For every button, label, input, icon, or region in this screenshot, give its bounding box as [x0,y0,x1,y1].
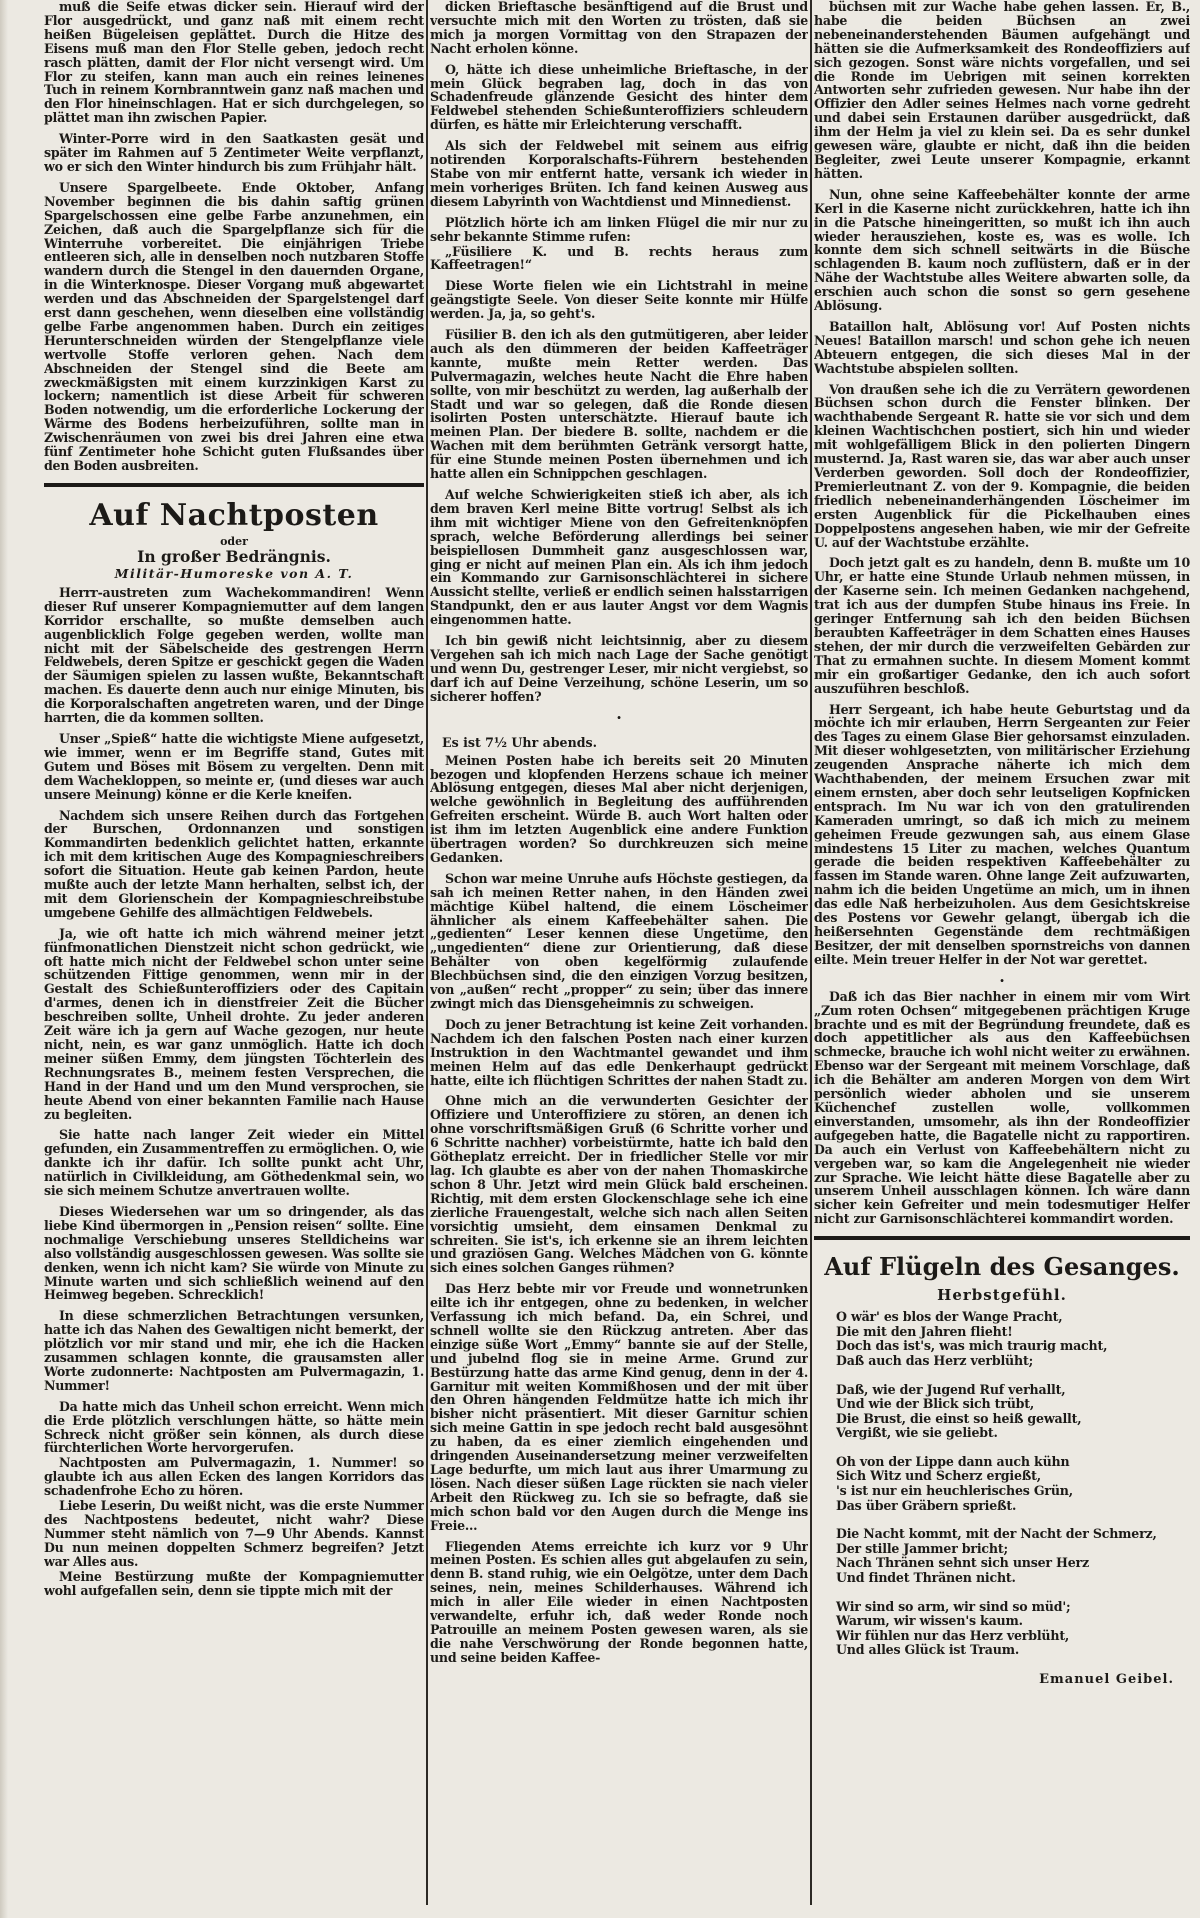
story-paragraph: Da hatte mich das Unheil schon erreicht. Wenn mich die Erde plötzlich verschlungen hätte, so hätte mein Schreck nicht größer sein können, als durch diese fürchterlichen Worte hervorgerufen. [44,1398,424,1456]
story-paragraph: Dieses Wiedersehen war um so dringender, als das liebe Kind übermorgen in „Pension reisen“ sollte. Eine nochmalige Verschiebung unseres Stelldicheins war also vollständig ausgeschlossen gewesen. Was sollte sie denken, wenn ich nicht kam? Sie würde von Minute zu Minute warten und sich schließlich weinend auf den Heimweg begeben. Schrecklich! [44,1203,424,1303]
story-paragraph: büchsen mit zur Wache habe gehen lassen. Er, B., habe die beiden Büchsen an zwei nebeneinanderstehenden Bäumen aufgehängt und hätten sie die Aufmerksamkeit des Rondeoffiziers auf sich gezogen. Sonst wäre nichts vorgefallen, und sei die Ronde im Uebrigen mit seinen korrekten Antworten sehr zufrieden gewesen. Nur habe ihn der Offizier den Adler seines Helmes nach vorne gedreht und dabei sein Erstaunen darüber ausgedrückt, daß ihm der Helm ja viel zu klein sei. Da es sehr dunkel gewesen wäre, glaubte er nicht, daß ihn die beiden Begleiter, zwei Leute unserer Kompagnie, erkannt hätten. [814,0,1190,181]
story-paragraph: Sie hatte nach langer Zeit wieder ein Mittel gefunden, ein Zusammentreffen zu ermöglichen. O, wie dankte ich ihr dafür. Ich sollte punkt acht Uhr, natürlich in Civilkleidung, am Göthedenkmal sein, wo sie sich meinem Schutze anvertrauen wollte. [44,1127,424,1199]
article-paragraph: Unsere Spargelbeete. Ende Oktober, Anfang November beginnen die bis dahin saftig grünen Spargelschossen eine gelbe Farbe anzunehmen, ein Zeichen, daß auch die Spargelpflanze sich für die Winterruhe vorbereitet. Die einjährigen Triebe entleeren sich, alle in denselben noch nutzbaren Stoffe wandern durch die Stengel in den dauernden Organe, in die Winterknospe. Dieser Vorgang muß abgewartet werden und das Abschneiden der Spargelstengel darf erst dann geschehen, wenn dieselben eine vollständig gelbe Farbe angenommen haben. Durch ein zeitiges Herunterschneiden würden der Stengelpflanze viele wertvolle Stoffe verloren gehen. Nach dem Abschneiden der Stengel sind die Beete am zweckmäßigsten mit einem kurzzinkigen Karst zu lockern; namentlich ist diese Arbeit für schweren Boden notwendig, um die erforderliche Lockerung der Wärme des Bodens herbeizuführen, sollte man in Zwischenräumen von zwei bis drei Jahren eine etwa fünf Zentimeter hohe Schicht guten Flußsandes über den Boden ausbreiten. [44,179,424,473]
story-paragraph: Meinen Posten habe ich bereits seit 20 Minuten bezogen und klopfenden Herzens schaue ich meiner Ablösung entgegen, dieses Mal aber nicht derjenigen, welche gewöhnlich in Begleitung des aufführenden Gefreiten erscheint. Würde B. auch Wort halten oder ist ihm im letzten Augenblick eine andere Funktion übertragen worden? So durchkreuzen sich meine Gedanken. [430,752,808,865]
column-3 [814,0,1190,1918]
headline-conjunction: oder [220,534,248,548]
poem-line: Der stille Jammer bricht; [836,1540,1008,1556]
story-paragraph: Nachtposten am Pulvermagazin, 1. Nummer! so glaubte ich aus allen Ecken des langen Korridors das schadenfrohe Echo zu hören. [44,1455,424,1499]
story-paragraph: O, hätte ich diese unheimliche Brieftasche, in der mein Glück begraben lag, doch in das von Schadenfreude glänzende Gesicht des hinter dem Feldwebel stehenden Schießunteroffiziers schleudern dürfen, es hätte mir Erleichterung verschafft. [430,61,808,133]
story-paragraph: Doch zu jener Betrachtung ist keine Zeit vorhanden. Nachdem ich den falschen Posten nach einer kurzen Instruktion in den Wachtmantel gewandet und ihm meinen Helm auf das edle Denkerhaupt gedrückt hatte, eilte ich flüchtigen Schrittes der nahen Stadt zu. [430,1016,808,1088]
column-rule [426,0,428,1905]
poem-line: Sich Witz und Scherz ergießt, [836,1468,1041,1484]
poem-line: Oh von der Lippe dann auch kühn [836,1453,1070,1469]
poem-stanza [836,1383,1190,1441]
column-rule [810,0,812,1905]
poem-author: Emanuel Geibel. [1039,1672,1174,1687]
poem-line: Warum, wir wissen's kaum. [836,1613,1023,1629]
story-paragraph: Herrr-austreten zum Wachekommandiren! Wenn dieser Ruf unserer Kompagniemutter auf dem langen Korridor erschallte, so mußte demselben auch augenblicklich Folge gegeben werden, wollte man nicht mit der Säbelscheide des gestrengen Herrn Feldwebels, deren Spitze er geschickt gegen die Waden der Säumigen spielen zu lassen wußte, Bekanntschaft machen. Es dauerte denn auch nur einige Minuten, bis die Korporalschaften angetreten waren, und der Dinge harrten, die da kommen sollten. [44,584,424,726]
story-headline: Auf Nachtposten [89,497,379,533]
story-paragraph: Ich bin gewiß nicht leichtsinnig, aber zu diesem Vergehen sah ich mich nach Lage der Sache genötigt und wenn Du, gestrenger Leser, mir nicht vergiebst, so darf ich auf Deine Verzeihung, schöne Leserin, um so sicherer hoffen? [430,633,808,704]
separator-dot: · [616,707,622,727]
story-paragraph: Daß ich das Bier nachher in einem mir vom Wirt „Zum roten Ochsen“ mitgegebenen prächtigen Kruge brachte und es mit der Begründung freundete, daß es doch appetitlicher als aus den Kaffeebüchsen schmecke, brauche ich wohl nicht weiter zu erwähnen. Ebenso war der Sergeant mit meinem Vorschlage, daß ich die Behälter am anderen Morgen von dem Wirt persönlich wieder abholen und sie unserem Küchenchef zustellen wolle, vollkommen einverstanden, umsomehr, als ihn der Rondeoffizier aufgegeben hatte, die Bagatelle nicht zu rapportiren. Da auch ein Verlust von Kaffeebehältern nicht zu vergeben war, so kam die Angelegenheit nie wieder zur Sprache. Wie leicht hätte diese Bagatelle aber zu unserem Unheil ausschlagen können. Ich wäre dann sicher kein Gefreiter und mein todesmutiger Helfer nicht zur Garnisonschlächterei kommandirt worden. [814,988,1190,1227]
poem-line: Die Brust, die einst so heiß gewallt, [836,1410,1082,1426]
poem-stanza [836,1527,1190,1585]
story-paragraph: Von draußen sehe ich die zu Verrätern gewordenen Büchsen schon durch die Fenster blinken. Der wachthabende Sergeant R. hatte sie vor sich und dem kleinen Wachtischchen postiert, sich hin und wieder mit wohlgefälligem Blick in den polierten Dingern musternd. Ja, Rast waren sie, das war aber auch unser Verderben geworden. Soll doch der Rondeoffizier, Premierleutnant Z. von der 9. Kompagnie, die beiden friedlich nebeneinanderhängenden Löscheimer im ersten Augenblick für die Pickelhauben eines Doppelpostens angesehen haben, wie mir der Gefreite U. auf der Wachtstube erzählte. [814,381,1190,550]
story-paragraph: In diese schmerzlichen Betrachtungen versunken, hatte ich das Nahen des Gewaltigen nicht bemerkt, der plötzlich vor mir stand und mir, ehe ich die Hacken zusammen schlagen konnte, die grausamsten aller Worte zudonnerte: Nachtposten am Pulvermagazin, 1. Nummer! [44,1308,424,1393]
column-1 [44,0,424,1918]
story-paragraph: Ja, wie oft hatte ich mich während meiner jetzt fünfmonatlichen Dienstzeit nicht schon gedrückt, wie oft hatte mich nicht der Feldwebel schon unter seine schützenden Fittige genommen, wenn mir in der Gestalt des Schießunteroffiziers oder des Capitain d'armes, denen ich in dienstfreier Zeit die Bücher beschreiben sollte, Unheil drohte. Zu jeder anderen Zeit wäre ich ja gern auf Wache gezogen, nur heute nicht, nein, es war ganz unmöglich. Hatte ich doch meiner süßen Emmy, dem jüngsten Töchterlein des Rechnungsrates B., meinem festen Versprechen, die Hand in der Hand und um den Mund versprochen, sie heute Abend von einer bekannten Familie nach Hause zu begleiten. [44,925,424,1122]
poem-line: Wir sind so arm, wir sind so müd'; [836,1598,1071,1614]
story-paragraph: Auf welche Schwierigkeiten stieß ich aber, als ich dem braven Kerl meine Bitte vortrug! Selbst als ich ihm mit wichtiger Miene von den Gefreitenknöpfen sprach, welche Beförderung allerdings bei seiner beispiellosen Dummheit ganz ausgeschlossen war, ging er nicht auf meinen Plan ein. Als ich ihm jedoch ein Kommando zur Garnisonschlächterei in sichere Aussicht stellte, verließ er endlich seinen halsstarrigen Standpunkt, den er aus lauter Angst vor dem Wagnis eingenommen hatte. [430,487,808,628]
story-paragraph: Fliegenden Atems erreichte ich kurz vor 9 Uhr meinen Posten. Es schien alles gut abgelaufen zu sein, denn B. stand ruhig, wie ein Oelgötze, unter dem Dach seines, nein, meines Schilderhauses. Während ich mich in aller Eile wieder in einen Nachtposten verwandelte, erfuhr ich, daß weder Ronde noch Patrouille an meinem Posten gewesen waren, als sie die nahe Verschwörung der Ronde begonnen hatte, und seine beiden Kaffee- [430,1538,808,1665]
story-paragraph: Plötzlich hörte ich am linken Flügel die mir nur zu sehr bekannte Stimme rufen: [430,214,808,244]
story-paragraph: Herr Sergeant, ich habe heute Geburtstag und da möchte ich mir erlauben, Herrn Sergeanten zur Feier des Tages zu einem Glase Bier gehorsamst einzuladen. Mit dieser wohlgesetzten, von militärischer Erziehung zeugenden Ansprache näherte ich mich dem Wachthabenden, der meinem Ersuchen zwar mit einem ernsten, aber doch sehr leutseligen Kopfnicken entsprach. Im Nu war ich von den gratulirenden Kameraden umringt, so daß ich mich zu meinem geheimen Freude gezwungen sah, aus einem Glase mindestens 15 Liter zu machen, welches Quantum gerade die beiden respektiven Kaffeebehälter zu fassen im Stande waren. Ohne lange Zeit aufzuwarten, nahm ich die beiden Ungetüme an mich, um in ihnen das edle Naß herbeizuholen. Aus dem Gesichtskreise des Postens vor Gewehr gelangt, übergab ich die heißersehnten Gegenstände dem rechtmäßigen Besitzer, der mit denselben spornstreichs von dannen eilte. Mein treuer Helfer in der Not war gerettet. [814,701,1190,967]
time-line: Es ist 7½ Uhr abends. [442,734,598,750]
story-byline: Militär-Humoreske von A. T. [114,565,354,581]
section-rule [44,483,424,487]
section-rule [814,1236,1190,1240]
story-paragraph: Liebe Leserin, Du weißt nicht, was die erste Nummer des Nachtpostens bedeutet, nicht wahr? Diese Nummer steht nämlich von 7—9 Uhr Abends. Kannst Du nun meinen doppelten Schmerz begreifen? Jetzt war Alles aus. [44,1498,424,1569]
story-paragraph: „Füsiliere K. und B. rechts heraus zum Kaffeetragen!“ [430,243,808,273]
poem-line: Vergißt, wie sie geliebt. [836,1425,998,1441]
story-paragraph: Doch jetzt galt es zu handeln, denn B. mußte um 10 Uhr, er hatte eine Stunde Urlaub nehmen müssen, in der Kaserne sein. Ich meinen Gedanken nachgehend, trat ich aus der dumpfen Stube hinaus ins Freie. In geringer Entfernung sah ich den beiden Büchsen beraubten Kaffeeträger in dem Schatten eines Hauses stehen, der mir durch die verzweifelten Gebärden zur That zu ermahnen suchte. In diesem Moment kommt mir ein großartiger Gedanke, den ich auch sofort auszuführen beschloß. [814,555,1190,696]
poem-line: O wär' es blos der Wange Pracht, [836,1309,1063,1325]
separator-dot: · [999,970,1005,990]
poem-stanza [836,1455,1190,1513]
article-paragraph: Winter-Porre wird in den Saatkasten gesät und später im Rahmen auf 5 Zentimeter Weite verpflanzt, wo er sich den Winter hindurch bis zum Frühjahr hält. [44,131,424,174]
poem-line: Nach Thränen sehnt sich unser Herz [836,1555,1089,1571]
poem-section-title: Auf Flügeln des Gesanges. [824,1252,1180,1282]
poem-title: Herbstgefühl. [937,1286,1067,1305]
poem-line: Daß, wie der Jugend Ruf verhallt, [836,1381,1066,1397]
poem-line: Das über Gräbern sprießt. [836,1497,1017,1513]
story-paragraph: Schon war meine Unruhe aufs Höchste gestiegen, da sah ich meinen Retter nahen, in den Händen zwei mächtige Kübel haltend, die einem Löscheimer ähnlicher als einem Kaffeebehälter sahen. Die „gedienten“ Leser kennen diese Ungetüme, den „ungedienten“ diene zur Orientierung, daß diese Behälter von oben kegelförmig zulaufende Blechbüchsen sind, die den einzigen Vorzug besitzen, von „außen“ recht „propper“ zu sein; über das innere zwingt mich das Diensgeheimnis zu schweigen. [430,870,808,1011]
poem-line: Wir fühlen nur das Herz verblüht, [836,1627,1070,1643]
story-paragraph: Bataillon halt, Ablösung vor! Auf Posten nichts Neues! Bataillon marsch! und schon gehe ich neuen Abteuern entgegen, die sich dieses Mal in der Wachtstube abspielen sollten. [814,318,1190,376]
poem-line: Die mit den Jahren flieht! [836,1323,1013,1339]
story-subhead: In großer Bedrängnis. [137,546,331,566]
poem-line: 's ist nur ein heuchlerisches Grün, [836,1483,1073,1499]
poem-line: Doch das ist's, was mich traurig macht, [836,1338,1108,1354]
story-paragraph: Nun, ohne seine Kaffeebehälter konnte der arme Kerl in die Kaserne nicht zurückkehren, hatte ich ihn in die Patsche hineingeritten, so mußt ich ihn auch wieder herausziehen, koste es, was es wolle. Ich konnte dem sich schnell seitwärts in die Büsche schlagenden B. kaum noch zuflüstern, daß er in der Nähe der Wachtstube alles Weitere abwarten solle, da erschien auch schon die sonst so gern gesehene Ablösung. [814,186,1190,314]
story-paragraph: Als sich der Feldwebel mit seinem aus eifrig notirenden Korporalschafts-Führern bestehenden Stabe von mir entfernt hatte, versank ich wieder in mein vorheriges Brüten. Ich fand keinen Ausweg aus diesem Labyrinth von Wachtdienst und Minnedienst. [430,138,808,209]
column-2 [430,0,808,1918]
poem-line: Und findet Thränen nicht. [836,1570,1016,1586]
article-paragraph: muß die Seife etwas dicker sein. Hierauf wird der Flor ausgedrückt, und ganz naß mit einem recht heißen Bügeleisen geplättet. Durch die Hitze des Eisens muß man den Flor Stelle geben, jedoch recht rasch plätten, damit der Flor nicht versengt wird. Um Flor zu steifen, kann man auch ein reines leinenes Tuch in reinem Kornbranntwein ganz naß machen und den Flor hineinschlagen. Hat er sich durchgelegen, so plättet man ihn zwischen Papier. [44,0,424,126]
story-paragraph: Füsilier B. den ich als den gutmütigeren, aber leider auch als den dümmeren der beiden Kaffeeträger kannte, mußte mein Retter werden. Das Pulvermagazin, welches heute Nacht die Ehre haben sollte, von mir beschützt zu werden, lag außerhalb der Stadt und war so gelegen, daß die Ronde diesen isolirten Posten unterschätzte. Hierauf baute ich meinen Plan. Der biedere B. sollte, nachdem er die Wachen mit dem berühmten Getränk versorgt hatte, für eine Stunde meinen Posten übernehmen und ich hatte allen ein Schnippchen geschlagen. [430,327,808,482]
poem-section [814,1252,1190,1687]
poem-stanza [836,1600,1190,1658]
poem-line: Und alles Glück ist Traum. [836,1642,1020,1658]
scan-edge [0,0,8,1918]
poem-stanza [836,1310,1190,1368]
poem-line: Und wie der Blick sich trübt, [836,1396,1035,1412]
story-paragraph: Das Herz bebte mir vor Freude und wonnetrunken eilte ich ihr entgegen, ohne zu bedenken, in welcher Verfassung ich mich befand. Da, ein Schrei, und schnell wollte sie den Rückzug antreten. Aber das einzige süße Wort „Emmy“ bannte sie auf der Stelle, und jubelnd flog sie in meine Arme. Grund zur Bestürzung hatte das arme Kind genug, denn in der 4. Garnitur mit weiten Kommißhosen und der mit über den Ohren hängenden Feldmütze hatte ich mich ihr bisher nicht präsentiert. Mit dieser Garnitur schien sich meine Gattin in spe jedoch recht bald ausgesöhnt zu haben, da es einer ziemlich eingehenden und dringenden Auseinandersetzung meiner verzweifelten Lage bedurfte, um mich laut aus ihrer Umarmung zu lösen. Nach dieser süßen Lage rückten sie nach vieler Arbeit den Rückweg zu. Ich sie so befragte, daß sie mich schon bald vor den Augen durch die Menge ins Freie... [430,1281,808,1533]
story-paragraph: Ohne mich an die verwunderten Gesichter der Offiziere und Unteroffiziere zu stören, an denen ich ohne vorschriftsmäßigen Gruß (6 Schritte vorher und 6 Schritte nachher) vorbeistürmte, hatte ich bald den Götheplatz erreicht. Der in friedlicher Stelle vor mir lag. Ich glaubte es aber von der nahen Thomaskirche schon 8 Uhr. Jetzt wird mein Glück bald erscheinen. Richtig, mit dem ersten Glockenschlage sehe ich eine zierliche Frauengestalt, welche sich nach allen Seiten vorsichtig umsieht, dem einsamen Denkmal zu schreiten. Sie ist's, ich erkenne sie an ihrem leichten und graziösen Gang. Welches Mädchen von G. könnte sich eines solchen Ganges rühmen? [430,1093,808,1276]
poem-line: Die Nacht kommt, mit der Nacht der Schmerz, [836,1526,1157,1542]
story-paragraph: Diese Worte fielen wie ein Lichtstrahl in meine geängstigte Seele. Von dieser Seite konnte mir Hülfe werden. Ja, ja, so geht's. [430,278,808,322]
story-paragraph: Meine Bestürzung mußte der Kompagniemutter wohl aufgefallen sein, denn sie tippte mich mit der [44,1568,424,1598]
story-paragraph: Unser „Spieß“ hatte die wichtigste Miene aufgesetzt, wie immer, wenn er im Begriffe stand, Gutes mit Gutem und Böses mit Bösem zu vergelten. Denn mit dem Wachekloppen, so meinte er, (und dieses war auch unsere Meinung) könne er die Kerle kneifen. [44,730,424,802]
story-paragraph: dicken Brieftasche besänftigend auf die Brust und versuchte mich mit den Worten zu trösten, daß sie mich ja morgen Vormittag von den Strapazen der Nacht erholen könne. [430,0,808,56]
poem-line: Daß auch das Herz verblüht; [836,1352,1034,1368]
story-paragraph: Nachdem sich unsere Reihen durch das Fortgehen der Burschen, Ordonnanzen und sonstigen Kommandirten bedenklich gelichtet hatten, erkannte ich mit dem kritischen Auge des Kompagnieschreibers sofort die Situation. Heute gab keinen Pardon, heute mußte auch der letzte Mann herhalten, selbst ich, der mit dem Glorienschein der Kompagnieschreibstube umgebene Gehilfe des allmächtigen Feldwebels. [44,807,424,920]
